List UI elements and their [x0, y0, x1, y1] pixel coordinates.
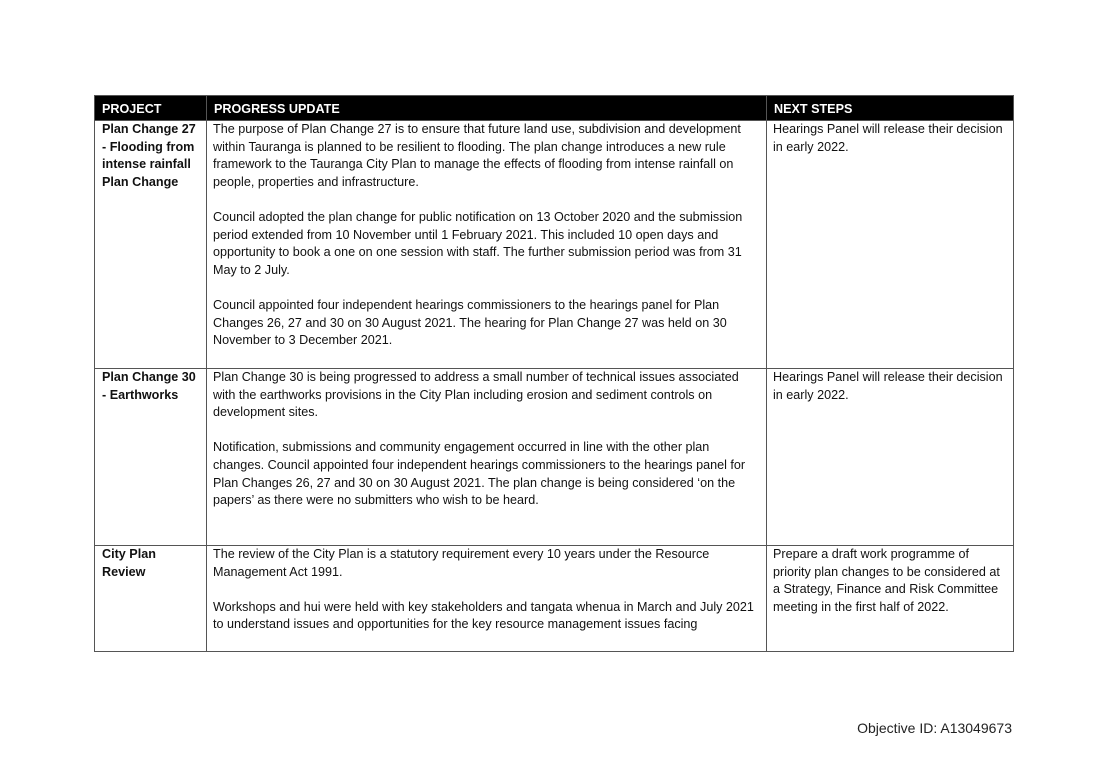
header-project: PROJECT: [95, 96, 207, 121]
progress-cell-clip: [213, 546, 760, 634]
table-row: [95, 546, 1014, 652]
progress-paragraph: Notification, submissions and community engagement occurred in line with the other plan changes. Council appointed four independent hearings commissioners to the hearings panel for Plan Changes 26, 27 and 30 on 30 August 2021. The plan change is being considered ‘on the papers’ as there were no submitters who wish to be heard.: [213, 440, 746, 508]
next-steps-cell: Hearings Panel will release their decision in early 2022.: [767, 369, 1014, 546]
progress-paragraph: The purpose of Plan Change 27 is to ensure that future land use, subdivision and development within Tauranga is planned to be resilient to flooding. The plan change introduces a new rule framework to the Tauranga City Plan to manage the effects of flooding from intense rainfall on people, properties and infrastructure.: [213, 122, 741, 189]
project-cell: City Plan Review: [95, 546, 207, 652]
project-cell: Plan Change 30 - Earthworks: [95, 369, 207, 546]
table-row: [95, 121, 1014, 369]
table-row: [95, 369, 1014, 546]
progress-paragraph: Council appointed four independent hearings commissioners to the hearings panel for Plan Changes 26, 27 and 30 on 30 August 2021. The hearing for Plan Change 27 was held on 30 November to 3 December 2021.: [213, 297, 727, 348]
header-next-steps: NEXT STEPS: [767, 96, 1014, 121]
plan-change-progress-table: [94, 95, 1014, 652]
next-steps-cell: Prepare a draft work programme of priority plan changes to be considered at a Strategy, Finance and Risk Committee meeting in the first half of 2022.: [767, 546, 1014, 652]
header-progress-update: PROGRESS UPDATE: [207, 96, 767, 121]
progress-paragraph: Plan Change 30 is being progressed to address a small number of technical issues associated with the earthworks provisions in the City Plan including erosion and sediment controls on development sites.: [213, 370, 739, 420]
table-header-row: [95, 96, 1014, 121]
objective-id-footer: Objective ID: A13049673: [857, 720, 1012, 736]
progress-paragraph: Workshops and hui were held with key stakeholders and tangata whenua in March and July 2021 to understand issues and opportunities for the key resource management issues facing: [213, 599, 754, 632]
progress-cell: [207, 121, 767, 369]
progress-cell: [207, 369, 767, 546]
next-steps-cell: Hearings Panel will release their decision in early 2022.: [767, 121, 1014, 369]
progress-cell: [207, 546, 767, 652]
project-cell: Plan Change 27 - Flooding from intense rainfall Plan Change: [95, 121, 207, 369]
progress-paragraph: Council adopted the plan change for public notification on 13 October 2020 and the submission period extended from 10 November until 1 February 2021. This included 10 open days and opportunity to book a one on one session with staff. The further submission period was from 31 May to 2 July.: [213, 209, 743, 277]
progress-paragraph: The review of the City Plan is a statutory requirement every 10 years under the Resource Management Act 1991.: [213, 547, 710, 579]
